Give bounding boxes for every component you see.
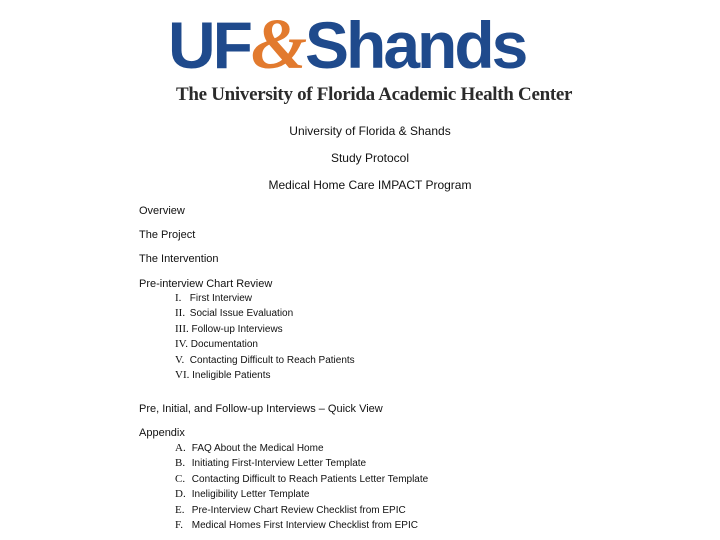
section-pre-interview: Pre-interview Chart Review — [139, 278, 273, 290]
list-item-label: Medical Homes First Interview Checklist from EPIC — [191, 520, 418, 532]
list-item — [175, 368, 355, 383]
list-item-number: III. — [175, 322, 189, 335]
institution-title: University of Florida & Shands — [289, 124, 451, 138]
list-item-number: II. — [175, 307, 186, 320]
list-item — [175, 306, 355, 321]
list-item-label: Initiating First-Interview Letter Template — [191, 458, 367, 470]
list-item — [175, 441, 428, 456]
document-type-title: Study Protocol — [330, 151, 410, 165]
list-item-number: VI. — [175, 369, 190, 382]
section-the-project: The Project — [139, 229, 196, 241]
list-item-label: First Interview — [189, 293, 253, 304]
list-item-label: Ineligibility Letter Template — [191, 489, 310, 501]
list-item-number: V. — [175, 353, 185, 366]
list-item-label: FAQ About the Medical Home — [191, 443, 324, 454]
list-item-number: F. — [175, 519, 183, 532]
list-item — [175, 472, 428, 487]
section-the-intervention: The Intervention — [139, 253, 219, 265]
list-item — [175, 322, 355, 337]
list-item-number: C. — [175, 472, 186, 485]
list-item-label: Social Issue Evaluation — [189, 308, 294, 320]
list-item — [175, 487, 428, 502]
logo-wordmark — [168, 4, 526, 84]
section-overview: Overview — [139, 205, 185, 217]
list-item-number: A. — [175, 442, 186, 454]
list-item — [175, 456, 428, 471]
section-appendix: Appendix — [139, 427, 185, 439]
list-item-number: B. — [175, 457, 186, 470]
appendix-list — [175, 441, 428, 533]
pre-interview-list — [175, 291, 355, 383]
list-item-label: Contacting Difficult to Reach Patients Letter Template — [191, 473, 429, 485]
logo-subtitle: The University of Florida Academic Health Center — [176, 84, 573, 105]
logo-ampersand: & — [250, 4, 304, 84]
list-item — [175, 337, 355, 352]
list-item — [175, 518, 428, 533]
program-title: Medical Home Care IMPACT Program — [268, 178, 472, 192]
list-item-label: Documentation — [190, 339, 258, 351]
list-item — [175, 353, 355, 368]
list-item-label: Pre-Interview Chart Review Checklist from EPIC — [191, 504, 406, 516]
list-item-number: I. — [175, 292, 182, 304]
list-item — [175, 291, 355, 306]
list-item-label: Follow-up Interviews — [191, 323, 283, 335]
list-item-number: E. — [175, 503, 185, 516]
uf-shands-logo — [168, 4, 573, 108]
list-item-number: IV. — [175, 338, 188, 351]
list-item — [175, 503, 428, 518]
logo-uf: UF — [168, 8, 250, 82]
list-item-label: Ineligible Patients — [192, 370, 271, 382]
section-quick-view: Pre, Initial, and Follow-up Interviews – Quick View — [139, 403, 383, 415]
list-item-label: Contacting Difficult to Reach Patients — [189, 354, 355, 366]
list-item-number: D. — [175, 488, 186, 501]
logo-shands: Shands — [305, 8, 526, 82]
